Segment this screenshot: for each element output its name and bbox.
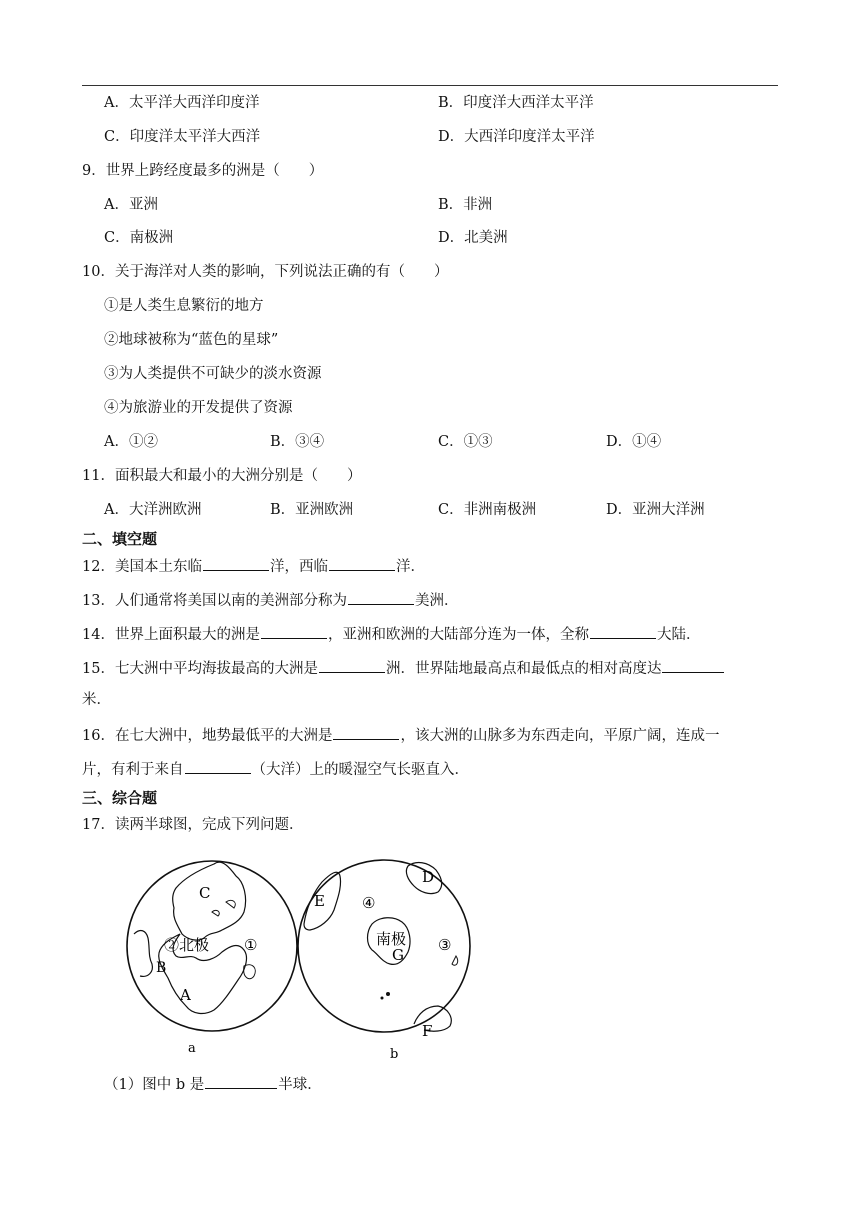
q17-sub1-text-2: 半球．	[278, 1077, 322, 1093]
map-b-label-e: E	[314, 892, 325, 910]
q13	[82, 590, 458, 611]
q16-blank-2[interactable]	[185, 759, 251, 774]
q8-option-d[interactable]: D．大西洋印度洋太平洋	[438, 129, 595, 145]
q17-sub1-blank[interactable]	[205, 1074, 277, 1089]
q12	[82, 556, 425, 577]
section-fill-in-title: 二、填空题	[82, 530, 158, 548]
q16-blank-1[interactable]	[333, 725, 399, 740]
q11-option-d[interactable]: D．亚洲大洋洲	[606, 502, 705, 518]
q17-sub1-text-1: （1）图中 b 是	[104, 1077, 205, 1093]
map-b-caption: b	[390, 1047, 399, 1062]
q14-text-3: 大陆．	[656, 627, 701, 643]
map-b-label-f: F	[422, 1022, 433, 1040]
q9-stem: 9．世界上跨经度最多的洲是（ ）	[82, 163, 324, 179]
map-b-label-g: G	[392, 946, 404, 964]
q17-sub1	[104, 1074, 322, 1095]
q16-line-2	[82, 759, 469, 780]
q9-option-a[interactable]: A．亚洲	[104, 197, 158, 213]
map-a-label-b: B	[156, 960, 167, 976]
q12-text-3: 洋．	[395, 559, 425, 575]
q15-text-1: 15．七大洲中平均海拔最高的大洲是	[82, 661, 318, 677]
q16-text-1: 16．在七大洲中，地势最低平的大洲是	[82, 728, 333, 744]
q12-blank-2[interactable]	[329, 556, 395, 571]
q8-option-a[interactable]: A．太平洋大西洋印度洋	[104, 95, 260, 111]
q15-blank-1[interactable]	[319, 658, 385, 673]
q10-statement-1: ①是人类生息繁衍的地方	[104, 298, 264, 314]
q10-statement-4: ④为旅游业的开发提供了资源	[104, 400, 293, 416]
map-b-label-d: D	[422, 868, 435, 886]
q13-text-1: 13．人们通常将美国以南的美洲部分称为	[82, 593, 347, 609]
map-b-ocean-3: ③	[438, 936, 452, 954]
map-a-caption: a	[188, 1041, 196, 1056]
q14-text-2: ，亚洲和欧洲的大陆部分连为一体，全称	[327, 627, 589, 643]
q17-stem: 17．读两半球图，完成下列问题．	[82, 817, 304, 833]
q14-blank-2[interactable]	[590, 624, 656, 639]
q11-option-a[interactable]: A．大洋洲欧洲	[104, 502, 202, 518]
q13-text-2: 美洲．	[414, 593, 459, 609]
q15-text-2: 洲．世界陆地最高点和最低点的相对高度达	[385, 661, 662, 677]
q9-option-d[interactable]: D．北美洲	[438, 230, 508, 246]
q9-option-c[interactable]: C．南极洲	[104, 230, 174, 246]
map-a-label-a: A	[180, 986, 191, 1004]
q11-option-b[interactable]: B．亚洲欧洲	[270, 502, 354, 518]
q9-option-b[interactable]: B．非洲	[438, 197, 493, 213]
map-a-northern-hemisphere	[127, 861, 297, 1056]
q10-statement-2: ②地球被称为“蓝色的星球”	[104, 332, 279, 348]
top-rule	[82, 85, 778, 86]
map-b-ocean-4: ④	[362, 894, 376, 912]
q10-statement-3: ③为人类提供不可缺少的淡水资源	[104, 366, 322, 382]
hemisphere-maps	[126, 846, 472, 1068]
q16	[82, 725, 719, 746]
q13-blank-1[interactable]	[348, 590, 414, 605]
q8-option-c[interactable]: C．印度洋太平洋大西洋	[104, 129, 261, 145]
q11-option-c[interactable]: C．非洲南极洲	[438, 502, 537, 518]
map-a-label-c: C	[199, 884, 211, 902]
q15	[82, 658, 725, 679]
q16-text-3: 片，有利于来自	[82, 762, 184, 778]
q10-stem: 10．关于海洋对人类的影响，下列说法正确的有（ ）	[82, 264, 449, 280]
q12-text-2: 洋，西临	[269, 559, 328, 575]
map-b-southern-hemisphere	[298, 860, 470, 1062]
q14-blank-1[interactable]	[261, 624, 327, 639]
q10-option-d[interactable]: D．①④	[606, 434, 662, 450]
section-comprehensive-title: 三、综合题	[82, 789, 158, 807]
map-a-ocean-1: ①	[244, 936, 258, 954]
q16-text-4: （大洋）上的暖湿空气长驱直入．	[251, 762, 469, 778]
q14	[82, 624, 700, 645]
q15-line-2: 米．	[82, 692, 111, 708]
map-a-north-pole: ②北极	[164, 936, 210, 954]
map-b-south-pole: 南极	[376, 930, 407, 948]
q10-option-a[interactable]: A．①②	[104, 434, 158, 450]
q14-text-1: 14．世界上面积最大的洲是	[82, 627, 260, 643]
q11-stem: 11．面积最大和最小的大洲分别是（ ）	[82, 468, 362, 484]
q12-blank-1[interactable]	[203, 556, 269, 571]
q16-text-2: ，该大洲的山脉多为东西走向，平原广阔，连成一	[400, 728, 720, 744]
q15-blank-2[interactable]	[662, 658, 724, 673]
q12-text-1: 12．美国本土东临	[82, 559, 202, 575]
q10-option-c[interactable]: C．①③	[438, 434, 493, 450]
q10-option-b[interactable]: B．③④	[270, 434, 325, 450]
q8-option-b[interactable]: B．印度洋大西洋太平洋	[438, 95, 594, 111]
